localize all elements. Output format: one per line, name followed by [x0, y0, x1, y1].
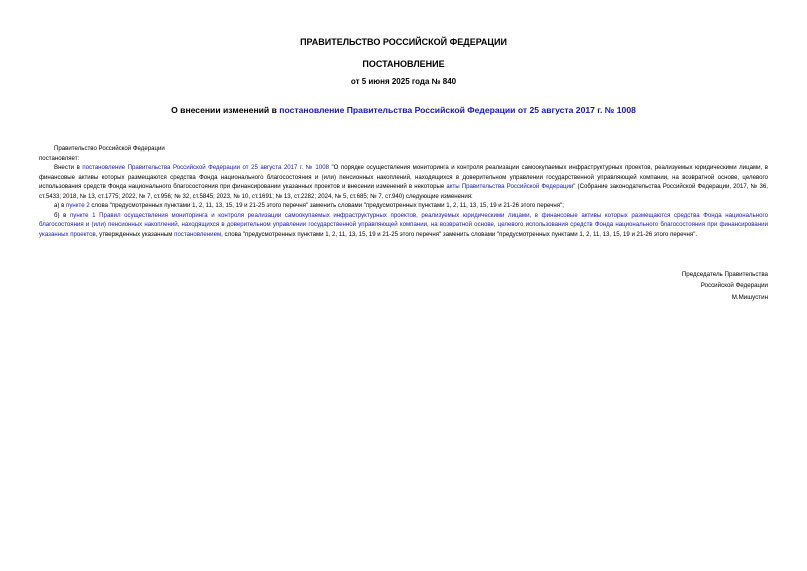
p1-text-2: " (Собрание законодательства Российской Федерации, 2017, № 36, ст.5433; 2018, № 13, ст.1775; 2022, № 7, ст.956; № 32, ст.5845; 2023, № 10, ст.1691; № 13, ст.2282; 2024, № 5, ст.685; № 7, ст.940) следующие изменения: — [39, 183, 768, 200]
item-b-link-rules[interactable]: пункте 1 Правил осуществления мониторинга и контроля реализации самоокупаемых инфраструктурных проектов, реализуемых юридическими лицами, в финансовые активы которых размещаются средства Фонда национального благосостояния и (или) пенсионных накоплений, находящихся в доверительном управлении государственной управляющей компании, на возвратной основе, целевого использования средств Фонда национального благосостояния при финансировании указанных проектов — [39, 211, 768, 238]
p1-link-acts[interactable]: акты Правительства Российской Федерации — [446, 183, 574, 190]
gov-line: Правительство Российской Федерации — [54, 145, 165, 152]
item-a-prefix: а) в — [54, 202, 67, 209]
item-b-prefix: б) в — [54, 211, 70, 219]
document-body — [39, 144, 768, 239]
signature-title: Председатель Правительства — [681, 271, 768, 278]
title-prefix: О внесении изменений в — [171, 105, 280, 115]
p1-text-1: "О порядке осуществления мониторинга и контроля реализации самоокупаемых инфраструктурных проектов, реализуемых юридическими лицами, в финансовые активы которых размещаются средства Фонда национального благосостояния и (или) пенсионных накоплений, находящихся в доверительном управлении государственной управляющей компании, на возвратной основе, целевого использования средств Фонда национального благосостояния при финансировании указанных проектов и внесении изменений в некоторые — [39, 164, 768, 190]
signature-name: М.Мишустин — [731, 293, 768, 301]
item-b-link-resolution[interactable]: постановлением — [174, 230, 222, 238]
paragraph-1 — [39, 163, 768, 201]
decides-line: постановляет: — [39, 154, 80, 162]
document-title — [0, 105, 807, 115]
title-link[interactable]: постановление Правительства Российской Федерации от 25 августа 2017 г. № 1008 — [279, 105, 636, 115]
p1-link-resolution[interactable]: постановление Правительства Российской Федерации от 25 августа 2017 г. № 1008 — [82, 164, 329, 171]
document-type: ПОСТАНОВЛЕНИЕ — [362, 59, 445, 69]
date-number: от 5 июня 2025 года № 840 — [350, 77, 457, 86]
item-a — [39, 201, 768, 211]
item-b-text-1: , утвержденных указанным — [95, 230, 175, 238]
item-b-text-2: , слова "предусмотренных пунктами 1, 2, 11, 13, 15, 19 и 21-25 этого перечня" заменить словами "предусмотренных пунктами 1, 2, 11, 13, 15, 19 и 21-26 этого перечня". — [221, 230, 698, 238]
item-b — [39, 211, 768, 240]
signature-block — [682, 269, 768, 303]
item-a-text: слова "предусмотренных пунктами 1, 2, 11, 13, 15, 19 и 21-25 этого перечня" заменить словами "предусмотренных пунктами 1, 2, 11, 13, 15, 19 и 21-26 этого перечня"; — [89, 202, 564, 209]
item-a-link[interactable]: пункте 2 — [66, 202, 90, 209]
government-heading: ПРАВИТЕЛЬСТВО РОССИЙСКОЙ ФЕДЕРАЦИИ — [300, 37, 507, 47]
p1-intro: Внести в — [54, 164, 83, 171]
signature-org: Российской Федерации — [700, 282, 768, 290]
